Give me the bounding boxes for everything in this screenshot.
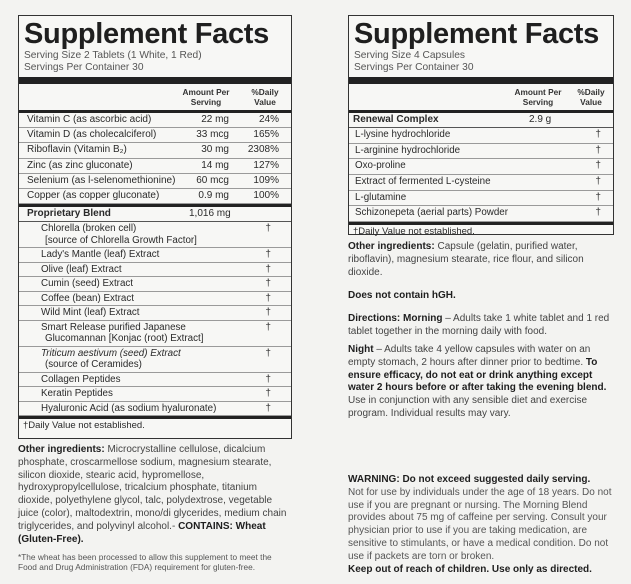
- blend-item: [19, 373, 291, 388]
- complex-item-name: Schizonepeta (aerial parts) Powder: [355, 207, 509, 219]
- dagger-mark: †: [265, 278, 271, 290]
- left-ingredients-label: Other ingredients:: [18, 444, 105, 455]
- nutrient-amount: 14 mg: [201, 159, 229, 171]
- right-amount-header: Amount Per Serving: [514, 87, 562, 107]
- nutrient-dv: 100%: [253, 189, 279, 201]
- nutrient-row: [19, 143, 291, 158]
- left-servings-per: Servings Per Container 30: [24, 62, 144, 73]
- blend-item-line2: Glucomannan [Konjac (root) Extract]: [45, 333, 204, 345]
- blend-item-line1: Chlorella (broken cell): [41, 223, 137, 235]
- complex-item-name: Oxo-proline: [355, 160, 406, 172]
- left-column-header: [19, 84, 291, 110]
- directions-morning: [348, 313, 616, 339]
- left-other-ingredients: [18, 444, 290, 546]
- blend-item: [19, 321, 291, 347]
- blend-item-line1: Triticum aestivum (seed) Extract: [41, 347, 181, 359]
- left-amount-header: Amount Per Serving: [182, 87, 230, 107]
- blend-amount: 1,016 mg: [189, 208, 231, 220]
- dagger-mark: †: [595, 144, 601, 156]
- blend-item-line1: Collagen Peptides: [41, 373, 121, 385]
- complex-item: [349, 191, 613, 207]
- blend-item-line1: Olive (leaf) Extract: [41, 263, 122, 275]
- nutrient-row: [19, 128, 291, 143]
- blend-item: [19, 248, 291, 263]
- complex-item-name: L-arginine hydrochloride: [355, 144, 461, 156]
- dagger-mark: †: [595, 129, 601, 141]
- nutrient-row: [19, 174, 291, 189]
- dagger-mark: †: [265, 263, 271, 275]
- nutrient-name: Vitamin D (as cholecalciferol): [27, 129, 157, 141]
- blend-item: [19, 263, 291, 278]
- left-dv-header: %Daily Value: [251, 87, 279, 107]
- nutrient-amount: 22 mg: [201, 114, 229, 125]
- blend-item-line1: Hyaluronic Acid (as sodium hyaluronate): [41, 402, 217, 414]
- dagger-mark: †: [265, 223, 271, 235]
- nutrient-amount: 0.9 mg: [198, 189, 229, 201]
- blend-item: [19, 387, 291, 402]
- warning-text: Not for use by individuals under the age of 18 years. Do not use if you are pregnant or nursing. The Morning Blend provides about 75 mg of caffeine per serving. Consult your physician prior to use if you are taking medication, are sensitive to stimulants, or have a medical condition. Do not use if packets are torn or broken.: [348, 486, 612, 562]
- night-text: – Adults take 4 yellow capsules with water on an empty stomach, 2 hours after dinner prior to bedtime.: [348, 344, 591, 368]
- left-ingredients-text: Microcrystalline cellulose, dicalcium phosphate, croscarmellose sodium, magnesium stearate, silicon dioxide, stearic acid, hypromellose, hydroxypropylcellulose, tricalcium phosphate, titanium dioxide, polyethylene glycol, talc, polydextrose, vegetable juice (color), maltodextrin, mono/di glycerides, medium chain triglycerides, and polyvinyl alcohol.-: [18, 444, 287, 532]
- nutrient-dv: 24%: [258, 114, 279, 125]
- blend-item-line1: Cumin (seed) Extract: [41, 278, 134, 290]
- nutrient-name: Riboflavin (Vitamin B₂): [27, 144, 127, 156]
- right-thick-rule: [349, 77, 613, 84]
- nutrient-amount: 33 mcg: [196, 129, 229, 141]
- nutrient-row: [19, 113, 291, 128]
- dagger-mark: †: [265, 249, 271, 261]
- directions-night: [348, 344, 616, 421]
- left-title: Supplement Facts: [24, 18, 269, 50]
- nutrient-dv: 109%: [253, 174, 279, 186]
- dagger-mark: †: [265, 307, 271, 319]
- dagger-mark: †: [265, 373, 271, 385]
- nutrient-dv: 165%: [253, 129, 279, 141]
- complex-item: [349, 175, 613, 191]
- blend-item: [19, 277, 291, 292]
- right-title: Supplement Facts: [354, 18, 599, 50]
- left-footnote: †Daily Value not established.: [23, 420, 145, 432]
- right-dv-header: %Daily Value: [577, 87, 605, 107]
- dagger-mark: †: [265, 347, 271, 359]
- blend-item: [19, 402, 291, 417]
- warning-block: [348, 474, 616, 576]
- wheat-note: *The wheat has been processed to allow this supplement to meet the Food and Drug Administration (FDA) requirement for gluten-free.: [18, 552, 272, 572]
- dagger-mark: †: [595, 191, 601, 203]
- contains-statement: CONTAINS: Wheat (Gluten-Free).: [18, 520, 266, 545]
- complex-item: [349, 128, 613, 144]
- complex-amount: 2.9 g: [529, 114, 552, 125]
- night-label: Night: [348, 344, 374, 355]
- dagger-mark: †: [595, 175, 601, 187]
- blend-name: Proprietary Blend: [27, 208, 111, 220]
- right-footnote: †Daily Value not established.: [353, 225, 475, 237]
- left-thick-rule: [19, 77, 291, 84]
- nutrient-row: [19, 159, 291, 174]
- right-servings-per: Servings Per Container 30: [354, 62, 474, 73]
- blend-item: [19, 347, 291, 373]
- left-serving-size: Serving Size 2 Tablets (1 White, 1 Red): [24, 50, 202, 61]
- blend-item-line1: Wild Mint (leaf) Extract: [41, 307, 140, 319]
- directions-label: Directions: Morning: [348, 313, 443, 324]
- blend-item-line1: Smart Release purified Japanese: [41, 321, 186, 333]
- nutrient-row: [19, 189, 291, 204]
- blend-item-line1: Coffee (bean) Extract: [41, 292, 134, 304]
- nutrient-name: Copper (as copper gluconate): [27, 189, 160, 201]
- dagger-mark: †: [265, 388, 271, 400]
- dagger-mark: †: [595, 160, 601, 172]
- left-nutrient-list: [19, 113, 291, 204]
- complex-item: [349, 206, 613, 222]
- warning-label: WARNING: Do not exceed suggested daily serving.: [348, 474, 591, 485]
- complex-item-list: [349, 128, 613, 222]
- efficacy-tail: Use in conjunction with any sensible diet and exercise program. Individual results may vary.: [348, 395, 588, 419]
- blend-item: [19, 292, 291, 307]
- right-column-header: [349, 84, 613, 110]
- complex-item: [349, 144, 613, 160]
- blend-item-line2: [source of Chlorella Growth Factor]: [45, 234, 197, 246]
- efficacy-text: To ensure efficacy, do not eat or drink anything except water 2 hours before or after taking the evening blend.: [348, 356, 607, 394]
- nutrient-name: Selenium (as l-selenomethionine): [27, 174, 176, 186]
- renewal-complex-row: [349, 113, 613, 128]
- nutrient-name: Zinc (as zinc gluconate): [27, 159, 133, 171]
- complex-name: Renewal Complex: [353, 114, 439, 125]
- nutrient-amount: 60 mcg: [196, 174, 229, 186]
- proprietary-blend-row: [19, 207, 291, 222]
- blend-item: [19, 306, 291, 321]
- keep-out-text: Keep out of reach of children. Use only as directed.: [348, 563, 592, 575]
- blend-item: [19, 222, 291, 248]
- dagger-mark: †: [265, 292, 271, 304]
- blend-item-line1: Lady's Mantle (leaf) Extract: [41, 249, 160, 261]
- dagger-mark: †: [265, 321, 271, 333]
- blend-item-list: [19, 222, 291, 416]
- complex-item-name: L-lysine hydrochloride: [355, 129, 451, 141]
- nutrient-amount: 30 mg: [201, 144, 229, 156]
- nutrient-dv: 127%: [253, 159, 279, 171]
- dagger-mark: †: [265, 402, 271, 414]
- nutrient-name: Vitamin C (as ascorbic acid): [27, 114, 152, 125]
- no-hgh: [348, 290, 616, 303]
- right-supplement-facts-panel: [348, 15, 614, 235]
- nutrient-dv: 2308%: [247, 144, 279, 156]
- directions-morning-text: – Adults take 1 white tablet and 1 red tablet together in the morning daily with food.: [348, 313, 610, 337]
- no-hgh-text: Does not contain hGH.: [348, 290, 456, 301]
- left-supplement-facts-panel: [18, 15, 292, 439]
- right-ingredients-label: Other ingredients:: [348, 241, 435, 252]
- complex-item-name: L-glutamine: [355, 191, 407, 203]
- right-ingredients-text: Capsule (gelatin, purified water, riboflavin), magnesium stearate, rice flour, and silicon dioxide.: [348, 241, 584, 278]
- blend-item-line2: (source of Ceramides): [45, 359, 142, 371]
- complex-item-name: Extract of fermented L-cysteine: [355, 175, 491, 187]
- dagger-mark: †: [595, 207, 601, 219]
- blend-item-line1: Keratin Peptides: [41, 388, 113, 400]
- right-other-ingredients: [348, 241, 616, 279]
- complex-item: [349, 159, 613, 175]
- right-serving-size: Serving Size 4 Capsules: [354, 50, 465, 61]
